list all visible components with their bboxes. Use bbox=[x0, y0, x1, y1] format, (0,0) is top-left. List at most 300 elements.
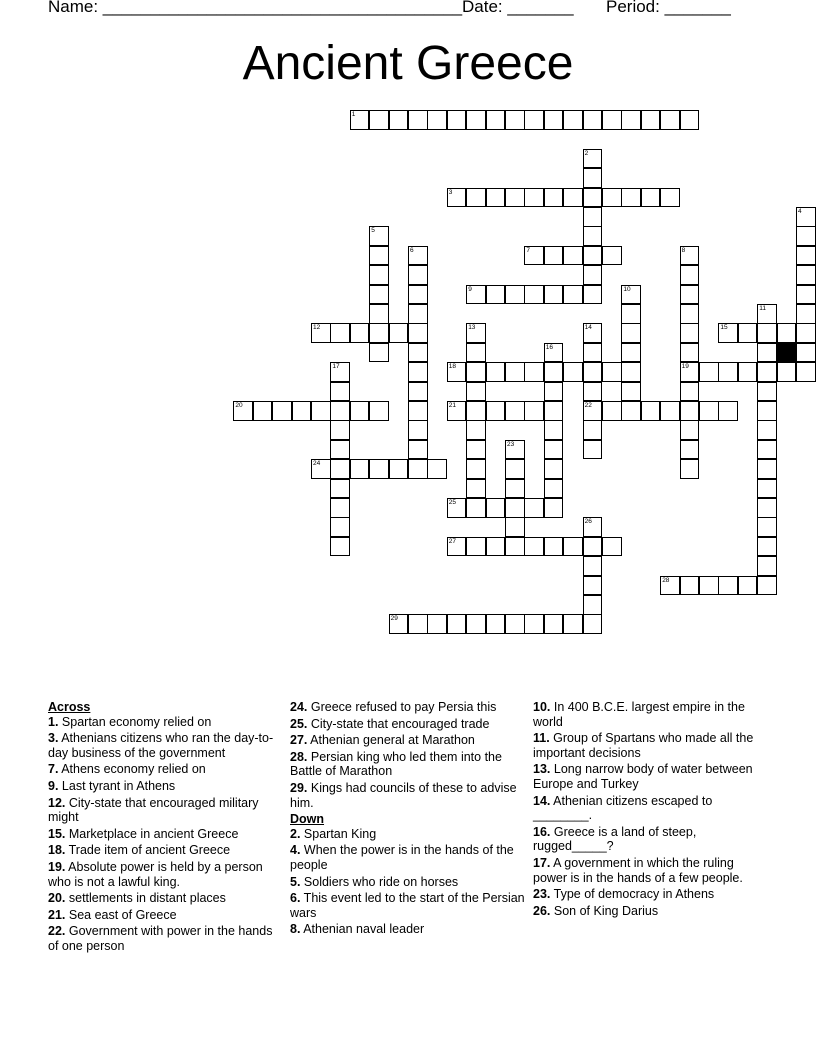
grid-cell[interactable] bbox=[505, 440, 525, 460]
clue-item bbox=[48, 908, 284, 923]
grid-cell[interactable] bbox=[757, 498, 777, 518]
grid-cell[interactable] bbox=[524, 362, 544, 382]
grid-cell[interactable] bbox=[757, 479, 777, 499]
grid-cell[interactable] bbox=[505, 401, 525, 421]
clue-num: 5. bbox=[290, 874, 301, 889]
clue-num: 23. bbox=[533, 887, 551, 902]
clue-number: 24 bbox=[313, 460, 321, 468]
grid-cell[interactable] bbox=[583, 517, 603, 537]
grid-cell[interactable] bbox=[486, 188, 506, 208]
clue-num: 7. bbox=[48, 762, 59, 777]
grid-cell[interactable] bbox=[466, 420, 486, 440]
grid-cell[interactable] bbox=[583, 168, 603, 188]
grid-cell[interactable] bbox=[505, 110, 525, 130]
grid-cell[interactable] bbox=[583, 420, 603, 440]
black-cell bbox=[777, 343, 797, 363]
grid-cell[interactable] bbox=[272, 401, 292, 421]
grid-cell[interactable] bbox=[292, 401, 312, 421]
grid-cell[interactable] bbox=[718, 362, 738, 382]
clue-number: 3 bbox=[448, 188, 453, 196]
grid-cell[interactable] bbox=[408, 323, 428, 343]
grid-cell[interactable] bbox=[505, 517, 525, 537]
clue-item bbox=[48, 715, 284, 730]
grid-cell[interactable] bbox=[350, 401, 370, 421]
clue-item bbox=[290, 733, 526, 748]
clue-num: 22. bbox=[48, 924, 66, 939]
grid-cell[interactable] bbox=[447, 498, 467, 518]
clue-item bbox=[48, 762, 284, 777]
grid-cell[interactable] bbox=[563, 362, 583, 382]
grid-cell[interactable] bbox=[583, 614, 603, 634]
grid-cell[interactable] bbox=[641, 110, 661, 130]
grid-cell[interactable] bbox=[621, 343, 641, 363]
grid-cell[interactable] bbox=[602, 401, 622, 421]
grid-cell[interactable] bbox=[330, 401, 350, 421]
clue-num: 25. bbox=[290, 716, 308, 731]
clue-number: 29 bbox=[390, 615, 398, 623]
grid-cell[interactable] bbox=[757, 440, 777, 460]
grid-cell[interactable] bbox=[544, 188, 564, 208]
grid-cell[interactable] bbox=[563, 246, 583, 266]
grid-cell[interactable] bbox=[757, 323, 777, 343]
clue-text: settlements in distant places bbox=[65, 891, 226, 906]
grid-cell[interactable] bbox=[505, 498, 525, 518]
clue-item bbox=[48, 827, 284, 842]
grid-cell[interactable] bbox=[486, 110, 506, 130]
grid-cell[interactable] bbox=[466, 440, 486, 460]
clue-number: 2 bbox=[584, 149, 589, 157]
grid-cell[interactable] bbox=[466, 110, 486, 130]
clue-num: 10. bbox=[533, 700, 551, 714]
grid-cell[interactable] bbox=[757, 517, 777, 537]
clue-item bbox=[48, 779, 284, 794]
grid-cell[interactable] bbox=[253, 401, 273, 421]
grid-cell[interactable] bbox=[718, 323, 738, 343]
clue-item bbox=[290, 891, 526, 920]
grid-cell[interactable] bbox=[699, 401, 719, 421]
grid-cell[interactable] bbox=[466, 459, 486, 479]
grid-cell[interactable] bbox=[427, 110, 447, 130]
grid-cell[interactable] bbox=[680, 343, 700, 363]
grid-cell[interactable] bbox=[563, 110, 583, 130]
grid-cell[interactable] bbox=[524, 110, 544, 130]
grid-cell[interactable] bbox=[777, 362, 797, 382]
clue-number: 27 bbox=[448, 537, 457, 545]
grid-cell[interactable] bbox=[505, 285, 525, 305]
grid-cell[interactable] bbox=[486, 362, 506, 382]
grid-cell[interactable] bbox=[583, 188, 603, 208]
grid-cell[interactable] bbox=[602, 188, 622, 208]
grid-cell[interactable] bbox=[233, 401, 253, 421]
clue-num: 18. bbox=[48, 843, 66, 858]
clue-item bbox=[290, 875, 526, 890]
clue-number: 9 bbox=[468, 285, 472, 293]
grid-cell[interactable] bbox=[583, 595, 603, 615]
clue-number: 8 bbox=[681, 246, 686, 254]
grid-cell[interactable] bbox=[524, 498, 544, 518]
grid-cell[interactable] bbox=[583, 149, 603, 169]
grid-cell[interactable] bbox=[544, 362, 564, 382]
grid-cell[interactable] bbox=[757, 556, 777, 576]
grid-cell[interactable] bbox=[486, 401, 506, 421]
grid-cell[interactable] bbox=[486, 614, 506, 634]
clue-number: 17 bbox=[332, 363, 340, 371]
grid-cell[interactable] bbox=[408, 401, 428, 421]
clue-num: 12. bbox=[48, 795, 66, 810]
clue-num: 8. bbox=[290, 922, 301, 937]
grid-cell[interactable] bbox=[796, 246, 816, 266]
grid-cell[interactable] bbox=[680, 246, 700, 266]
grid-cell[interactable] bbox=[641, 188, 661, 208]
grid-cell[interactable] bbox=[350, 323, 370, 343]
grid-cell[interactable] bbox=[796, 362, 816, 382]
grid-cell[interactable] bbox=[738, 576, 758, 596]
grid-cell[interactable] bbox=[408, 265, 428, 285]
grid-cell[interactable] bbox=[350, 110, 370, 130]
clue-number: 13 bbox=[468, 324, 476, 332]
grid-cell[interactable] bbox=[369, 226, 389, 246]
grid-cell[interactable] bbox=[447, 110, 467, 130]
grid-cell[interactable] bbox=[583, 110, 603, 130]
grid-cell[interactable] bbox=[621, 323, 641, 343]
grid-cell[interactable] bbox=[330, 498, 350, 518]
clue-item bbox=[290, 843, 526, 872]
grid-cell[interactable] bbox=[796, 285, 816, 305]
clue-text: Athenian general at Marathon bbox=[307, 733, 475, 748]
grid-cell[interactable] bbox=[544, 343, 564, 363]
grid-cell[interactable] bbox=[621, 285, 641, 305]
clue-text: Athenian naval leader bbox=[300, 922, 425, 937]
grid-cell[interactable] bbox=[447, 401, 467, 421]
grid-cell[interactable] bbox=[796, 304, 816, 324]
clue-number: 14 bbox=[584, 324, 592, 332]
grid-cell[interactable] bbox=[544, 459, 564, 479]
grid-cell[interactable] bbox=[544, 401, 564, 421]
grid-cell[interactable] bbox=[583, 537, 603, 557]
clue-column-3 bbox=[533, 700, 769, 920]
grid-cell[interactable] bbox=[330, 440, 350, 460]
clue-item bbox=[533, 825, 769, 854]
clue-text: Marketplace in ancient Greece bbox=[65, 826, 239, 841]
grid-cell[interactable] bbox=[699, 576, 719, 596]
grid-cell[interactable] bbox=[369, 110, 389, 130]
grid-cell[interactable] bbox=[680, 323, 700, 343]
grid-cell[interactable] bbox=[524, 285, 544, 305]
grid-cell[interactable] bbox=[583, 440, 603, 460]
grid-cell[interactable] bbox=[544, 440, 564, 460]
grid-cell[interactable] bbox=[408, 110, 428, 130]
clue-number: 21 bbox=[448, 402, 457, 409]
grid-cell[interactable] bbox=[466, 537, 486, 557]
clue-number: 7 bbox=[526, 246, 531, 254]
grid-cell[interactable] bbox=[660, 188, 680, 208]
grid-cell[interactable] bbox=[796, 323, 816, 343]
grid-cell[interactable] bbox=[680, 362, 700, 382]
grid-cell[interactable] bbox=[505, 362, 525, 382]
grid-cell[interactable] bbox=[466, 401, 486, 421]
grid-cell[interactable] bbox=[680, 420, 700, 440]
clue-num: 15. bbox=[48, 826, 66, 841]
clue-num: 2. bbox=[290, 826, 301, 841]
grid-cell[interactable] bbox=[680, 401, 700, 421]
clue-number: 23 bbox=[507, 440, 515, 448]
clue-text: Government with power in the hands of one person bbox=[48, 924, 273, 953]
grid-cell[interactable] bbox=[796, 207, 816, 227]
grid-cell[interactable] bbox=[389, 110, 409, 130]
clue-text: Athenians citizens who ran the day-to-day business of the government bbox=[48, 731, 274, 760]
grid-cell[interactable] bbox=[427, 614, 447, 634]
grid-cell[interactable] bbox=[757, 537, 777, 557]
grid-cell[interactable] bbox=[505, 479, 525, 499]
grid-cell[interactable] bbox=[408, 304, 428, 324]
grid-cell[interactable] bbox=[563, 188, 583, 208]
grid-cell[interactable] bbox=[408, 459, 428, 479]
grid-cell[interactable] bbox=[369, 285, 389, 305]
grid-cell[interactable] bbox=[757, 362, 777, 382]
grid-cell[interactable] bbox=[544, 537, 564, 557]
grid-cell[interactable] bbox=[544, 285, 564, 305]
grid-cell[interactable] bbox=[524, 537, 544, 557]
grid-cell[interactable] bbox=[330, 479, 350, 499]
grid-cell[interactable] bbox=[738, 362, 758, 382]
grid-cell[interactable] bbox=[602, 537, 622, 557]
clue-number: 20 bbox=[235, 402, 243, 409]
grid-cell[interactable] bbox=[621, 110, 641, 130]
grid-cell[interactable] bbox=[583, 382, 603, 402]
clue-num: 28. bbox=[290, 749, 308, 764]
grid-cell[interactable] bbox=[544, 110, 564, 130]
grid-cell[interactable] bbox=[486, 498, 506, 518]
name-field[interactable]: Name: ______________________________________ bbox=[48, 0, 463, 16]
grid-cell[interactable] bbox=[583, 343, 603, 363]
grid-cell[interactable] bbox=[311, 459, 331, 479]
grid-cell[interactable] bbox=[621, 401, 641, 421]
grid-cell[interactable] bbox=[486, 537, 506, 557]
clue-number: 19 bbox=[681, 363, 689, 371]
grid-cell[interactable] bbox=[330, 517, 350, 537]
grid-cell[interactable] bbox=[621, 382, 641, 402]
clue-text: City-state that encouraged trade bbox=[307, 716, 490, 731]
grid-cell[interactable] bbox=[505, 459, 525, 479]
clue-number: 6 bbox=[410, 246, 414, 254]
grid-cell[interactable] bbox=[757, 420, 777, 440]
grid-cell[interactable] bbox=[583, 556, 603, 576]
grid-cell[interactable] bbox=[544, 382, 564, 402]
grid-cell[interactable] bbox=[777, 323, 797, 343]
grid-cell[interactable] bbox=[583, 401, 603, 421]
grid-cell[interactable] bbox=[680, 459, 700, 479]
grid-cell[interactable] bbox=[330, 420, 350, 440]
clue-item bbox=[48, 891, 284, 906]
clue-num: 19. bbox=[48, 859, 66, 874]
clue-num: 6. bbox=[290, 891, 301, 906]
grid-cell[interactable] bbox=[680, 304, 700, 324]
grid-cell[interactable] bbox=[486, 285, 506, 305]
grid-cell[interactable] bbox=[466, 498, 486, 518]
grid-cell[interactable] bbox=[389, 459, 409, 479]
grid-cell[interactable] bbox=[602, 246, 622, 266]
grid-cell[interactable] bbox=[524, 188, 544, 208]
grid-cell[interactable] bbox=[427, 459, 447, 479]
grid-cell[interactable] bbox=[466, 362, 486, 382]
clue-item bbox=[290, 750, 526, 779]
grid-cell[interactable] bbox=[583, 226, 603, 246]
grid-cell[interactable] bbox=[680, 265, 700, 285]
grid-cell[interactable] bbox=[563, 614, 583, 634]
clue-item bbox=[48, 860, 284, 889]
grid-cell[interactable] bbox=[408, 440, 428, 460]
grid-cell[interactable] bbox=[583, 362, 603, 382]
grid-cell[interactable] bbox=[505, 537, 525, 557]
clue-item bbox=[533, 762, 769, 791]
grid-cell[interactable] bbox=[447, 537, 467, 557]
grid-cell[interactable] bbox=[796, 343, 816, 363]
grid-cell[interactable] bbox=[466, 479, 486, 499]
grid-cell[interactable] bbox=[466, 285, 486, 305]
grid-cell[interactable] bbox=[369, 323, 389, 343]
clue-number: 11 bbox=[759, 305, 766, 312]
grid-cell[interactable] bbox=[369, 304, 389, 324]
grid-cell[interactable] bbox=[389, 323, 409, 343]
grid-cell[interactable] bbox=[311, 323, 331, 343]
grid-cell[interactable] bbox=[369, 459, 389, 479]
clue-text: Son of King Darius bbox=[550, 903, 659, 918]
grid-cell[interactable] bbox=[680, 440, 700, 460]
clue-num: 4. bbox=[290, 843, 301, 858]
grid-cell[interactable] bbox=[583, 285, 603, 305]
grid-cell[interactable] bbox=[602, 110, 622, 130]
period-field[interactable]: Period: _______ bbox=[606, 0, 731, 16]
grid-cell[interactable] bbox=[408, 285, 428, 305]
grid-cell[interactable] bbox=[583, 246, 603, 266]
grid-cell[interactable] bbox=[311, 401, 331, 421]
clue-text: Spartan economy relied on bbox=[58, 714, 212, 729]
grid-cell[interactable] bbox=[583, 265, 603, 285]
clue-number: 5 bbox=[371, 227, 375, 235]
grid-cell[interactable] bbox=[621, 188, 641, 208]
grid-cell[interactable] bbox=[330, 362, 350, 382]
grid-cell[interactable] bbox=[447, 188, 467, 208]
grid-cell[interactable] bbox=[369, 246, 389, 266]
grid-cell[interactable] bbox=[369, 265, 389, 285]
grid-cell[interactable] bbox=[544, 498, 564, 518]
grid-cell[interactable] bbox=[408, 362, 428, 382]
grid-cell[interactable] bbox=[408, 246, 428, 266]
grid-cell[interactable] bbox=[680, 285, 700, 305]
grid-cell[interactable] bbox=[583, 576, 603, 596]
grid-cell[interactable] bbox=[757, 459, 777, 479]
grid-cell[interactable] bbox=[505, 614, 525, 634]
grid-cell[interactable] bbox=[660, 401, 680, 421]
grid-cell[interactable] bbox=[466, 614, 486, 634]
page-title: Ancient Greece bbox=[242, 37, 574, 90]
clue-num: 24. bbox=[290, 700, 308, 714]
grid-cell[interactable] bbox=[718, 401, 738, 421]
grid-cell[interactable] bbox=[563, 285, 583, 305]
clue-num: 11. bbox=[533, 731, 550, 746]
grid-cell[interactable] bbox=[563, 537, 583, 557]
grid-cell[interactable] bbox=[680, 576, 700, 596]
grid-cell[interactable] bbox=[447, 614, 467, 634]
clue-item bbox=[290, 781, 526, 810]
grid-cell[interactable] bbox=[524, 401, 544, 421]
grid-cell[interactable] bbox=[369, 343, 389, 363]
grid-cell[interactable] bbox=[466, 382, 486, 402]
grid-cell[interactable] bbox=[602, 362, 622, 382]
grid-cell[interactable] bbox=[408, 343, 428, 363]
grid-cell[interactable] bbox=[621, 362, 641, 382]
grid-cell[interactable] bbox=[757, 382, 777, 402]
grid-cell[interactable] bbox=[660, 110, 680, 130]
clue-text: Athens economy relied on bbox=[58, 762, 206, 777]
grid-cell[interactable] bbox=[466, 343, 486, 363]
grid-cell[interactable] bbox=[350, 459, 370, 479]
clue-text: Kings had councils of these to advise him. bbox=[290, 780, 517, 810]
grid-cell[interactable] bbox=[544, 614, 564, 634]
clue-number: 26 bbox=[584, 518, 592, 526]
grid-cell[interactable] bbox=[583, 207, 603, 227]
grid-cell[interactable] bbox=[641, 401, 661, 421]
grid-cell[interactable] bbox=[544, 420, 564, 440]
clue-column-1 bbox=[48, 700, 284, 956]
clue-number: 25 bbox=[448, 499, 457, 506]
grid-cell[interactable] bbox=[796, 226, 816, 246]
clue-item bbox=[48, 843, 284, 858]
clue-num: 3. bbox=[48, 731, 59, 746]
clue-number: 16 bbox=[545, 343, 554, 351]
grid-cell[interactable] bbox=[505, 188, 525, 208]
grid-cell[interactable] bbox=[524, 246, 544, 266]
grid-cell[interactable] bbox=[660, 576, 680, 596]
grid-cell[interactable] bbox=[466, 323, 486, 343]
grid-cell[interactable] bbox=[680, 110, 700, 130]
grid-cell[interactable] bbox=[718, 576, 738, 596]
clue-num: 29. bbox=[290, 780, 308, 795]
clue-num: 14. bbox=[533, 793, 551, 808]
grid-cell[interactable] bbox=[757, 343, 777, 363]
clue-item bbox=[533, 794, 769, 823]
grid-cell[interactable] bbox=[389, 614, 409, 634]
grid-cell[interactable] bbox=[408, 614, 428, 634]
clue-text: Persian king who led them into the Battle of Marathon bbox=[290, 749, 502, 779]
grid-cell[interactable] bbox=[796, 265, 816, 285]
grid-cell[interactable] bbox=[408, 382, 428, 402]
grid-cell[interactable] bbox=[408, 420, 428, 440]
grid-cell[interactable] bbox=[757, 401, 777, 421]
grid-cell[interactable] bbox=[330, 537, 350, 557]
grid-cell[interactable] bbox=[757, 304, 777, 324]
grid-cell[interactable] bbox=[447, 362, 467, 382]
clue-text: Group of Spartans who made all the important decisions bbox=[533, 731, 754, 760]
grid-cell[interactable] bbox=[621, 304, 641, 324]
grid-cell[interactable] bbox=[369, 401, 389, 421]
grid-cell[interactable] bbox=[544, 246, 564, 266]
grid-cell[interactable] bbox=[583, 323, 603, 343]
clue-num: 1. bbox=[48, 714, 59, 729]
grid-cell[interactable] bbox=[330, 323, 350, 343]
grid-cell[interactable] bbox=[738, 323, 758, 343]
grid-cell[interactable] bbox=[524, 614, 544, 634]
grid-cell[interactable] bbox=[330, 459, 350, 479]
grid-cell[interactable] bbox=[699, 362, 719, 382]
grid-cell[interactable] bbox=[680, 382, 700, 402]
grid-cell[interactable] bbox=[544, 479, 564, 499]
grid-cell[interactable] bbox=[466, 188, 486, 208]
grid-cell[interactable] bbox=[757, 576, 777, 596]
grid-cell[interactable] bbox=[330, 382, 350, 402]
clue-number: 18 bbox=[448, 363, 457, 371]
date-field[interactable]: Date: _______ bbox=[462, 0, 574, 16]
